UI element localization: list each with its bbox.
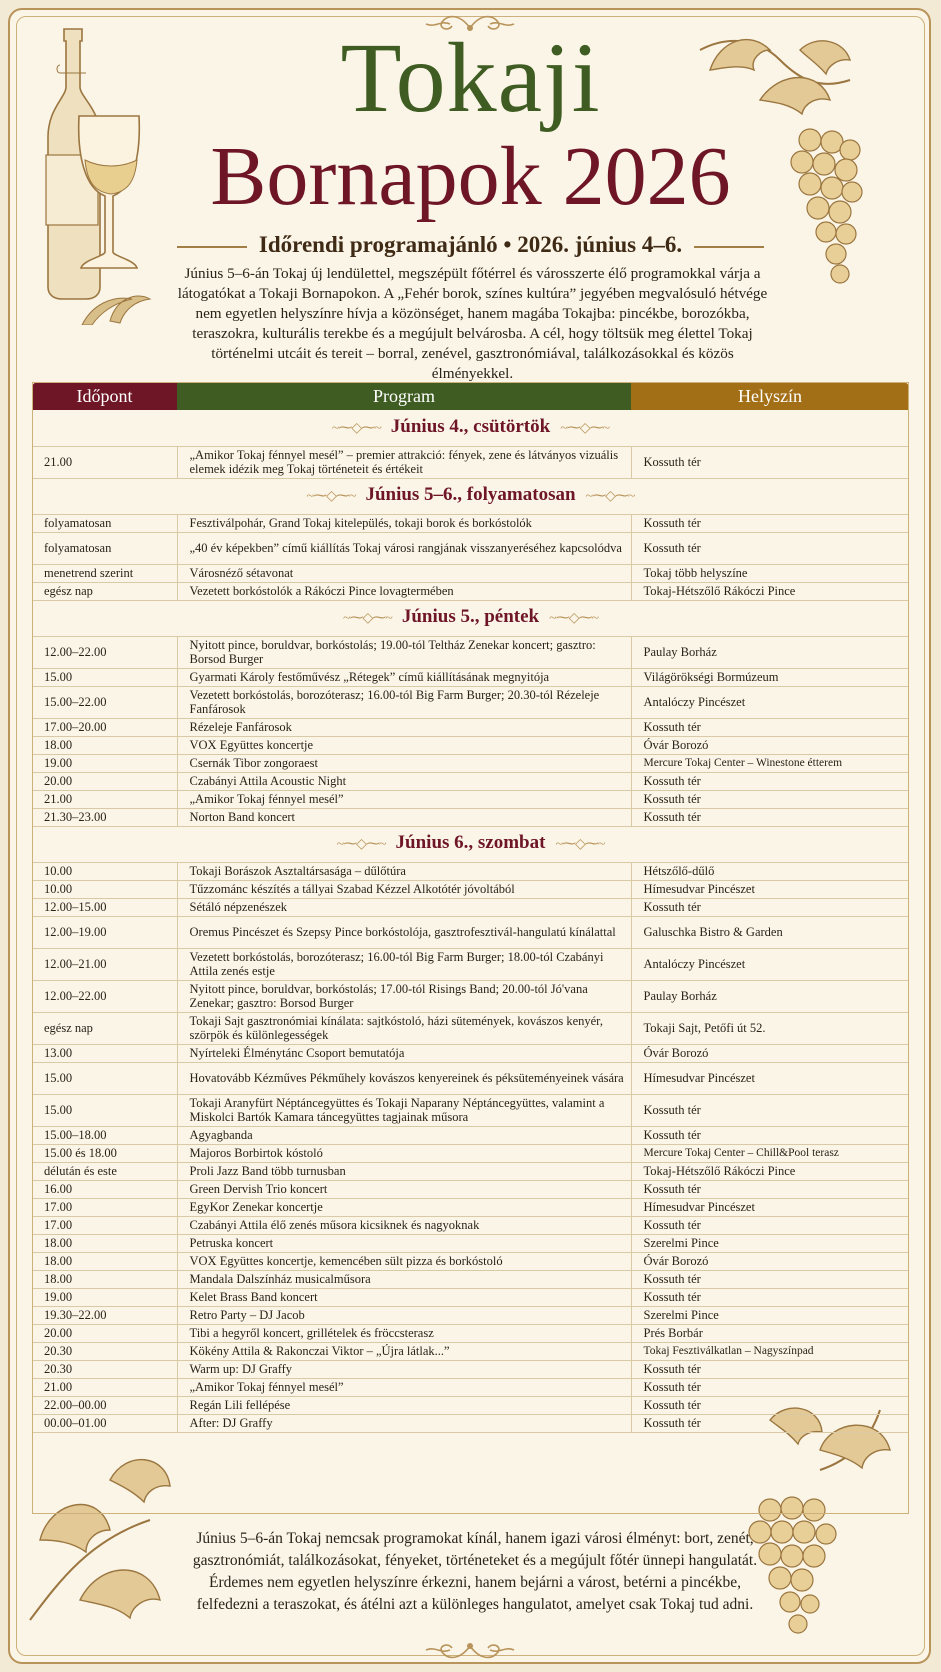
row-program: „Amikor Tokaj fénnyel mesél” xyxy=(177,790,631,808)
row-time: 13.00 xyxy=(32,1044,177,1062)
row-program: Városnéző sétavonat xyxy=(177,564,631,582)
row-program: Sétáló népzenészek xyxy=(177,898,631,916)
row-time: 20.30 xyxy=(32,1360,177,1378)
row-time: 12.00–15.00 xyxy=(32,898,177,916)
row-program: Vezetett borkóstolók a Rákóczi Pince lovagtermében xyxy=(177,582,631,600)
row-place: Kossuth tér xyxy=(631,1396,909,1414)
row-time: 15.00–18.00 xyxy=(32,1126,177,1144)
divider xyxy=(177,246,247,248)
row-place: Kossuth tér xyxy=(631,718,909,736)
row-place: Kossuth tér xyxy=(631,1414,909,1432)
row-program: Norton Band koncert xyxy=(177,808,631,826)
row-place: Kossuth tér xyxy=(631,1378,909,1396)
row-program: Tibi a hegyről koncert, grillételek és fröccsterasz xyxy=(177,1324,631,1342)
row-time: 18.00 xyxy=(32,1234,177,1252)
row-program: Petruska koncert xyxy=(177,1234,631,1252)
row-place: Paulay Borház xyxy=(631,636,909,668)
outro-paragraph: Június 5–6-án Tokaj nemcsak programokat kínál, hanem igazi városi élményt: bort, zenét, gasztronómiát, találkozásokat, fényeket, történeteket és a megújult főtér ünnepi hangulatát. Érdemes nem egyetlen helyszínre érkezni, hanem bejárni a várost, betérni a pincékbe, felfedezni a teraszokat, és átélni azt a különleges hangulatot, amelyet csak Tokaj tud adni. xyxy=(192,1530,758,1613)
day-header xyxy=(32,478,909,514)
row-place: Kossuth tér xyxy=(631,1180,909,1198)
day-title: Június 4., csütörtök xyxy=(390,415,551,437)
page-title-year: Bornapok 2026 xyxy=(210,130,731,223)
table-row xyxy=(32,1270,909,1288)
page-subtitle xyxy=(0,232,941,258)
row-place: Paulay Borház xyxy=(631,980,909,1012)
row-time: 12.00–19.00 xyxy=(32,916,177,948)
row-time: 21.00 xyxy=(32,446,177,478)
page-title: Tokaji xyxy=(340,22,601,133)
row-time: egész nap xyxy=(32,582,177,600)
row-program: After: DJ Graffy xyxy=(177,1414,631,1432)
row-place: Óvár Borozó xyxy=(631,1044,909,1062)
row-program: Mandala Dalszínház musicalműsora xyxy=(177,1270,631,1288)
row-time: 12.00–22.00 xyxy=(32,980,177,1012)
row-program: Retro Party – DJ Jacob xyxy=(177,1306,631,1324)
day-title: Június 6., szombat xyxy=(395,832,546,853)
table-row xyxy=(32,686,909,718)
row-time: 15.00 xyxy=(32,1094,177,1126)
row-place: Szerelmi Pince xyxy=(631,1306,909,1324)
row-place: Tokaj több helyszíne xyxy=(631,564,909,582)
row-program: Czabányi Attila élő zenés műsora kicsiknek és nagyoknak xyxy=(177,1216,631,1234)
table-row xyxy=(32,1044,909,1062)
row-program: Green Dervish Trio koncert xyxy=(177,1180,631,1198)
intro-paragraph: Június 5–6-án Tokaj új lendülettel, megszépült főtérrel és városszerte élő programokkal várja a látogatókat a Tokaji Bornapokon. A „Fehér borok, színes kultúra” jegyében megvalósuló hétvége nem egyetlen helyszínre hívja a közönséget, hanem magába Tokajba: pincékbe, borozókba, teraszokra, kulturális terekbe és a megújult belvárosba. A cél, hogy töltsük meg élettel Tokaj történelmi utcáit és tereit – borral, zenével, gasztronómiával, találkozásokkal és közös élményekkel. xyxy=(177,265,768,382)
table-row xyxy=(32,1234,909,1252)
row-time: 00.00–01.00 xyxy=(32,1414,177,1432)
row-time: 19.00 xyxy=(32,754,177,772)
row-place: Hímesudvar Pincészet xyxy=(631,1198,909,1216)
table-row xyxy=(32,1252,909,1270)
subtitle-text: Időrendi programajánló • 2026. június 4–6. xyxy=(258,232,683,257)
table-row xyxy=(32,916,909,948)
row-program: Regán Lili fellépése xyxy=(177,1396,631,1414)
table-row xyxy=(32,718,909,736)
row-time: 20.30 xyxy=(32,1342,177,1360)
day-header-cell xyxy=(32,826,909,862)
table-row xyxy=(32,668,909,686)
table-row xyxy=(32,1162,909,1180)
table-row xyxy=(32,514,909,532)
row-program: „40 év képekben” című kiállítás Tokaj városi rangjának visszanyeréséhez kapcsolódva xyxy=(177,532,631,564)
table-row xyxy=(32,754,909,772)
row-place: Kossuth tér xyxy=(631,1216,909,1234)
row-time: 10.00 xyxy=(32,880,177,898)
table-row xyxy=(32,1414,909,1432)
row-time: folyamatosan xyxy=(32,514,177,532)
row-program: EgyKor Zenekar koncertje xyxy=(177,1198,631,1216)
row-time: 20.00 xyxy=(32,1324,177,1342)
row-program: Hovatovább Kézműves Pékműhely kovászos kenyereinek és péksüteményeinek vására xyxy=(177,1062,631,1094)
row-program: Tokaji Sajt gasztronómiai kínálata: sajtkóstoló, házi sütemények, kovászos kenyér, szörpök és különlegességek xyxy=(177,1012,631,1044)
flourish-ornament-icon: ~⁓◇⁓~ xyxy=(336,837,386,852)
table-row xyxy=(32,582,909,600)
day-header-cell xyxy=(32,600,909,636)
table-row xyxy=(32,1306,909,1324)
day-header xyxy=(32,826,909,862)
table-row xyxy=(32,880,909,898)
row-place: Antalóczy Pincészet xyxy=(631,686,909,718)
row-place: Kossuth tér xyxy=(631,532,909,564)
table-row xyxy=(32,1396,909,1414)
row-program: Warm up: DJ Graffy xyxy=(177,1360,631,1378)
day-title: Június 5–6., folyamatosan xyxy=(365,484,576,505)
row-program: Tűzzománc készítés a tállyai Szabad Kézzel Alkotótér jóvoltából xyxy=(177,880,631,898)
row-place: Tokaj-Hétszőlő Rákóczi Pince xyxy=(631,582,909,600)
table-row xyxy=(32,1012,909,1044)
day-title: Június 5., péntek xyxy=(401,606,540,627)
row-place: Kossuth tér xyxy=(631,1094,909,1126)
flourish-ornament-icon: ~⁓◇⁓~ xyxy=(342,611,392,626)
row-program: Rézeleje Fanfárosok xyxy=(177,718,631,736)
row-place: Világörökségi Bormúzeum xyxy=(631,668,909,686)
table-row xyxy=(32,790,909,808)
row-program: Vezetett borkóstolás, borozóterasz; 16.00-tól Big Farm Burger; 20.30-tól Rézeleje Fanfárosok xyxy=(177,686,631,718)
row-program: VOX Együttes koncertje, kemencében sült pizza és borkóstoló xyxy=(177,1252,631,1270)
row-place: Kossuth tér xyxy=(631,790,909,808)
column-header-time: Időpont xyxy=(32,382,177,410)
table-row xyxy=(32,862,909,880)
row-time: 19.30–22.00 xyxy=(32,1306,177,1324)
row-program: Nyitott pince, boruldvar, borkóstolás; 19.00-tól Teltház Zenekar koncert; gasztro: Borsod Burger xyxy=(177,636,631,668)
divider xyxy=(694,246,764,248)
row-place: Kossuth tér xyxy=(631,1270,909,1288)
row-program: Oremus Pincészet és Szepsy Pince borkóstolója, gasztrofesztivál-hangulatú kínálattal xyxy=(177,916,631,948)
row-time: 12.00–22.00 xyxy=(32,636,177,668)
table-row xyxy=(32,1144,909,1162)
row-place: Galuschka Bistro & Garden xyxy=(631,916,909,948)
table-row xyxy=(32,564,909,582)
row-place: Hétszőlő-dűlő xyxy=(631,862,909,880)
flourish-ornament-icon: ~⁓◇⁓~ xyxy=(585,489,635,504)
table-row xyxy=(32,1342,909,1360)
row-program: Nyírteleki Élménytánc Csoport bemutatója xyxy=(177,1044,631,1062)
table-row xyxy=(32,808,909,826)
program-table-body xyxy=(32,410,909,1432)
table-row xyxy=(32,1180,909,1198)
row-time: 15.00 xyxy=(32,1062,177,1094)
row-time: 15.00–22.00 xyxy=(32,686,177,718)
day-header xyxy=(32,410,909,446)
row-place: Kossuth tér xyxy=(631,772,909,790)
flourish-ornament-icon: ~⁓◇⁓~ xyxy=(549,611,599,626)
row-program: Tokaji Aranyfürt Néptáncegyüttes és Tokaji Naparany Néptáncegyüttes, valamint a Miskolci Bartók Kamara táncegyüttes tagjainak műsora xyxy=(177,1094,631,1126)
table-row xyxy=(32,772,909,790)
row-program: Czabányi Attila Acoustic Night xyxy=(177,772,631,790)
table-row xyxy=(32,1198,909,1216)
row-program: Vezetett borkóstolás, borozóterasz; 16.00-tól Big Farm Burger; 18.00-tól Czabányi Attila zenés estje xyxy=(177,948,631,980)
table-row xyxy=(32,898,909,916)
row-place: Kossuth tér xyxy=(631,514,909,532)
row-place: Antalóczy Pincészet xyxy=(631,948,909,980)
row-time: 20.00 xyxy=(32,772,177,790)
row-place: Prés Borbár xyxy=(631,1324,909,1342)
row-time: 18.00 xyxy=(32,736,177,754)
row-place: Kossuth tér xyxy=(631,808,909,826)
row-program: Proli Jazz Band több turnusban xyxy=(177,1162,631,1180)
row-program: Gyarmati Károly festőművész „Rétegek” című kiállításának megnyitója xyxy=(177,668,631,686)
row-program: Kökény Attila & Rakonczai Viktor – „Újra látlak...” xyxy=(177,1342,631,1360)
row-time: 16.00 xyxy=(32,1180,177,1198)
row-time: 15.00 xyxy=(32,668,177,686)
day-header-cell xyxy=(32,410,909,446)
table-row xyxy=(32,636,909,668)
row-time: délután és este xyxy=(32,1162,177,1180)
row-time: 17.00 xyxy=(32,1198,177,1216)
program-table xyxy=(32,382,909,1433)
row-time: 15.00 és 18.00 xyxy=(32,1144,177,1162)
row-place: Hímesudvar Pincészet xyxy=(631,1062,909,1094)
table-row xyxy=(32,980,909,1012)
flourish-ornament-icon: ~⁓◇⁓~ xyxy=(331,420,381,436)
row-program: „Amikor Tokaj fénnyel mesél” xyxy=(177,1378,631,1396)
column-header-program: Program xyxy=(177,382,631,410)
table-row xyxy=(32,1094,909,1126)
row-time: 12.00–21.00 xyxy=(32,948,177,980)
row-place: Tokaj-Hétszőlő Rákóczi Pince xyxy=(631,1162,909,1180)
table-row xyxy=(32,736,909,754)
row-place: Mercure Tokaj Center – Chill&Pool terasz xyxy=(631,1144,909,1162)
flourish-ornament-icon: ~⁓◇⁓~ xyxy=(560,420,610,436)
table-row xyxy=(32,1360,909,1378)
table-row xyxy=(32,1288,909,1306)
row-place: Kossuth tér xyxy=(631,1288,909,1306)
table-row xyxy=(32,446,909,478)
row-time: 17.00–20.00 xyxy=(32,718,177,736)
table-row xyxy=(32,1062,909,1094)
row-time: menetrend szerint xyxy=(32,564,177,582)
row-time: 18.00 xyxy=(32,1252,177,1270)
row-place: Tokaji Sajt, Petőfi út 52. xyxy=(631,1012,909,1044)
row-time: folyamatosan xyxy=(32,532,177,564)
row-program: Agyagbanda xyxy=(177,1126,631,1144)
table-row xyxy=(32,532,909,564)
row-program: Tokaji Borászok Asztaltársasága – dűlőtúra xyxy=(177,862,631,880)
row-time: 17.00 xyxy=(32,1216,177,1234)
row-program: Majoros Borbirtok kóstoló xyxy=(177,1144,631,1162)
table-row xyxy=(32,1378,909,1396)
row-time: 19.00 xyxy=(32,1288,177,1306)
row-time: 10.00 xyxy=(32,862,177,880)
row-program: Kelet Brass Band koncert xyxy=(177,1288,631,1306)
row-time: 18.00 xyxy=(32,1270,177,1288)
row-time: 22.00–00.00 xyxy=(32,1396,177,1414)
grape-vine-icon xyxy=(20,1420,180,1640)
table-row xyxy=(32,948,909,980)
row-place: Óvár Borozó xyxy=(631,736,909,754)
row-place: Kossuth tér xyxy=(631,898,909,916)
flourish-ornament-icon xyxy=(420,1640,520,1666)
row-place: Kossuth tér xyxy=(631,446,909,478)
row-program: VOX Együttes koncertje xyxy=(177,736,631,754)
row-place: Szerelmi Pince xyxy=(631,1234,909,1252)
row-program: Fesztiválpohár, Grand Tokaj kitelepülés, tokaji borok és borkóstolók xyxy=(177,514,631,532)
day-header-cell xyxy=(32,478,909,514)
row-time: 21.00 xyxy=(32,790,177,808)
column-header-place: Helyszín xyxy=(631,382,909,410)
row-place: Kossuth tér xyxy=(631,1126,909,1144)
table-row xyxy=(32,1126,909,1144)
row-place: Kossuth tér xyxy=(631,1360,909,1378)
row-time: 21.30–23.00 xyxy=(32,808,177,826)
row-program: Csernák Tibor zongoraest xyxy=(177,754,631,772)
row-program: Nyitott pince, boruldvar, borkóstolás; 17.00-tól Risings Band; 20.00-tól Jó'vana Zenekar; gasztro: Borsod Burger xyxy=(177,980,631,1012)
row-program: „Amikor Tokaj fénnyel mesél” – premier attrakció: fények, zene és látványos vizuális elemek idézik meg Tokaj történeteit és értékeit xyxy=(177,446,631,478)
flourish-ornament-icon: ~⁓◇⁓~ xyxy=(306,489,356,504)
table-row xyxy=(32,1324,909,1342)
day-header xyxy=(32,600,909,636)
row-time: 21.00 xyxy=(32,1378,177,1396)
row-place: Óvár Borozó xyxy=(631,1252,909,1270)
row-place: Mercure Tokaj Center – Winestone étterem xyxy=(631,754,909,772)
flourish-ornament-icon: ~⁓◇⁓~ xyxy=(555,837,605,852)
row-place: Hímesudvar Pincészet xyxy=(631,880,909,898)
row-place: Tokaj Fesztiválkatlan – Nagyszínpad xyxy=(631,1342,909,1360)
table-row xyxy=(32,1216,909,1234)
row-time: egész nap xyxy=(32,1012,177,1044)
